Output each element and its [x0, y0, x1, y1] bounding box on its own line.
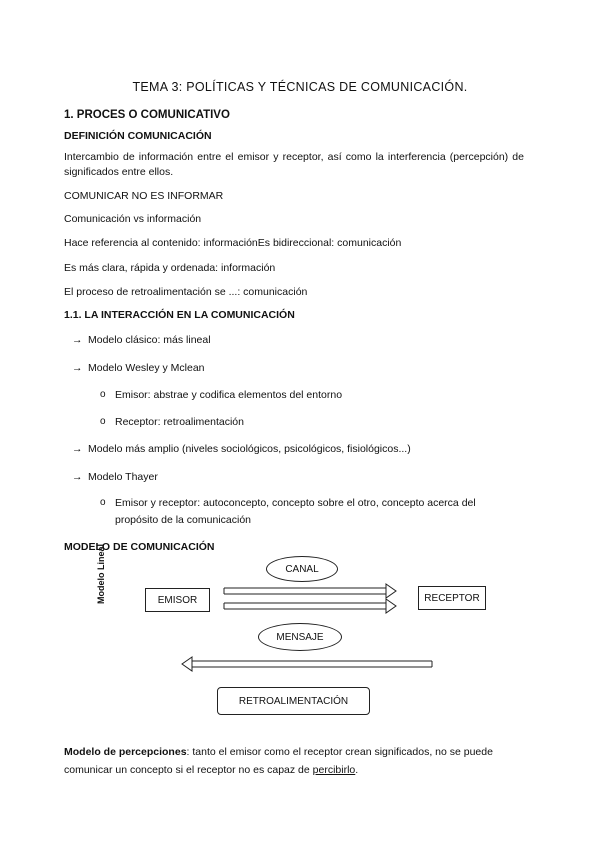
bullet-icon: o	[100, 416, 106, 427]
bullet-icon: o	[100, 497, 106, 508]
sub-list-item-cont: propósito de la comunicación	[115, 514, 251, 526]
vertical-label: Modelo Lineal	[96, 543, 106, 604]
list-item: → Modelo Wesley y Mclean	[72, 362, 205, 374]
section-heading-1: 1. PROCES O COMUNICATIVO	[64, 109, 230, 121]
arrow-right-2	[224, 599, 396, 613]
diagram-heading: MODELO DE COMUNICACIÓN	[64, 541, 215, 553]
emisor-box: EMISOR	[145, 588, 210, 612]
line-referencia: Hace referencia al contenido: informaciónEs bidireccional: comunicación	[64, 237, 402, 249]
definicion-text: Intercambio de información entre el emisor y receptor, así como la interferencia (percepción) de significados entre ellos.	[64, 151, 524, 178]
definicion-heading: DEFINICIÓN COMUNICACIÓN	[64, 130, 212, 142]
line-retro: El proceso de retroalimentación se ...: comunicación	[64, 286, 308, 298]
mensaje-oval: MENSAJE	[258, 623, 342, 651]
arrow-icon: →	[72, 471, 83, 483]
list-item: → Modelo clásico: más lineal	[72, 334, 211, 346]
list-item: → Modelo más amplio (niveles sociológicos, psicológicos, fisiológicos...)	[72, 443, 411, 455]
arrow-icon: →	[72, 443, 83, 455]
section-heading-1-1: 1.1. LA INTERACCIÓN EN LA COMUNICACIÓN	[64, 309, 295, 321]
list-item: → Modelo Thayer	[72, 471, 158, 483]
arrow-icon: →	[72, 362, 83, 374]
line-clara: Es más clara, rápida y ordenada: información	[64, 262, 276, 274]
arrow-icon: →	[72, 334, 83, 346]
sub-list-item: Emisor: abstrae y codifica elementos del entorno	[115, 389, 343, 401]
sub-list-item: Emisor y receptor: autoconcepto, concepto sobre el otro, concepto acerca del	[115, 497, 476, 509]
underlined-word: percibirlo	[312, 764, 356, 776]
canal-oval: CANAL	[266, 556, 338, 582]
footer-line-1: Modelo de percepciones: tanto el emisor como el receptor crean significados, no se puede	[64, 746, 493, 758]
line-comunicar: COMUNICAR NO ES INFORMAR	[64, 190, 224, 202]
footer-line-2: comunicar un concepto si el receptor no es capaz de percibirlo.	[64, 764, 359, 776]
footer-bold: Modelo de percepciones	[64, 746, 187, 758]
page-title: TEMA 3: POLÍTICAS Y TÉCNICAS DE COMUNICACIÓN.	[132, 80, 468, 94]
bullet-icon: o	[100, 389, 106, 400]
arrow-left-feedback	[182, 657, 432, 671]
line-comunicacion-vs: Comunicación vs información	[64, 213, 202, 225]
retroalimentacion-box: RETROALIMENTACIÓN	[217, 687, 370, 715]
receptor-box: RECEPTOR	[418, 586, 486, 610]
arrow-right-1	[224, 584, 396, 598]
sub-list-item: Receptor: retroalimentación	[115, 416, 244, 428]
